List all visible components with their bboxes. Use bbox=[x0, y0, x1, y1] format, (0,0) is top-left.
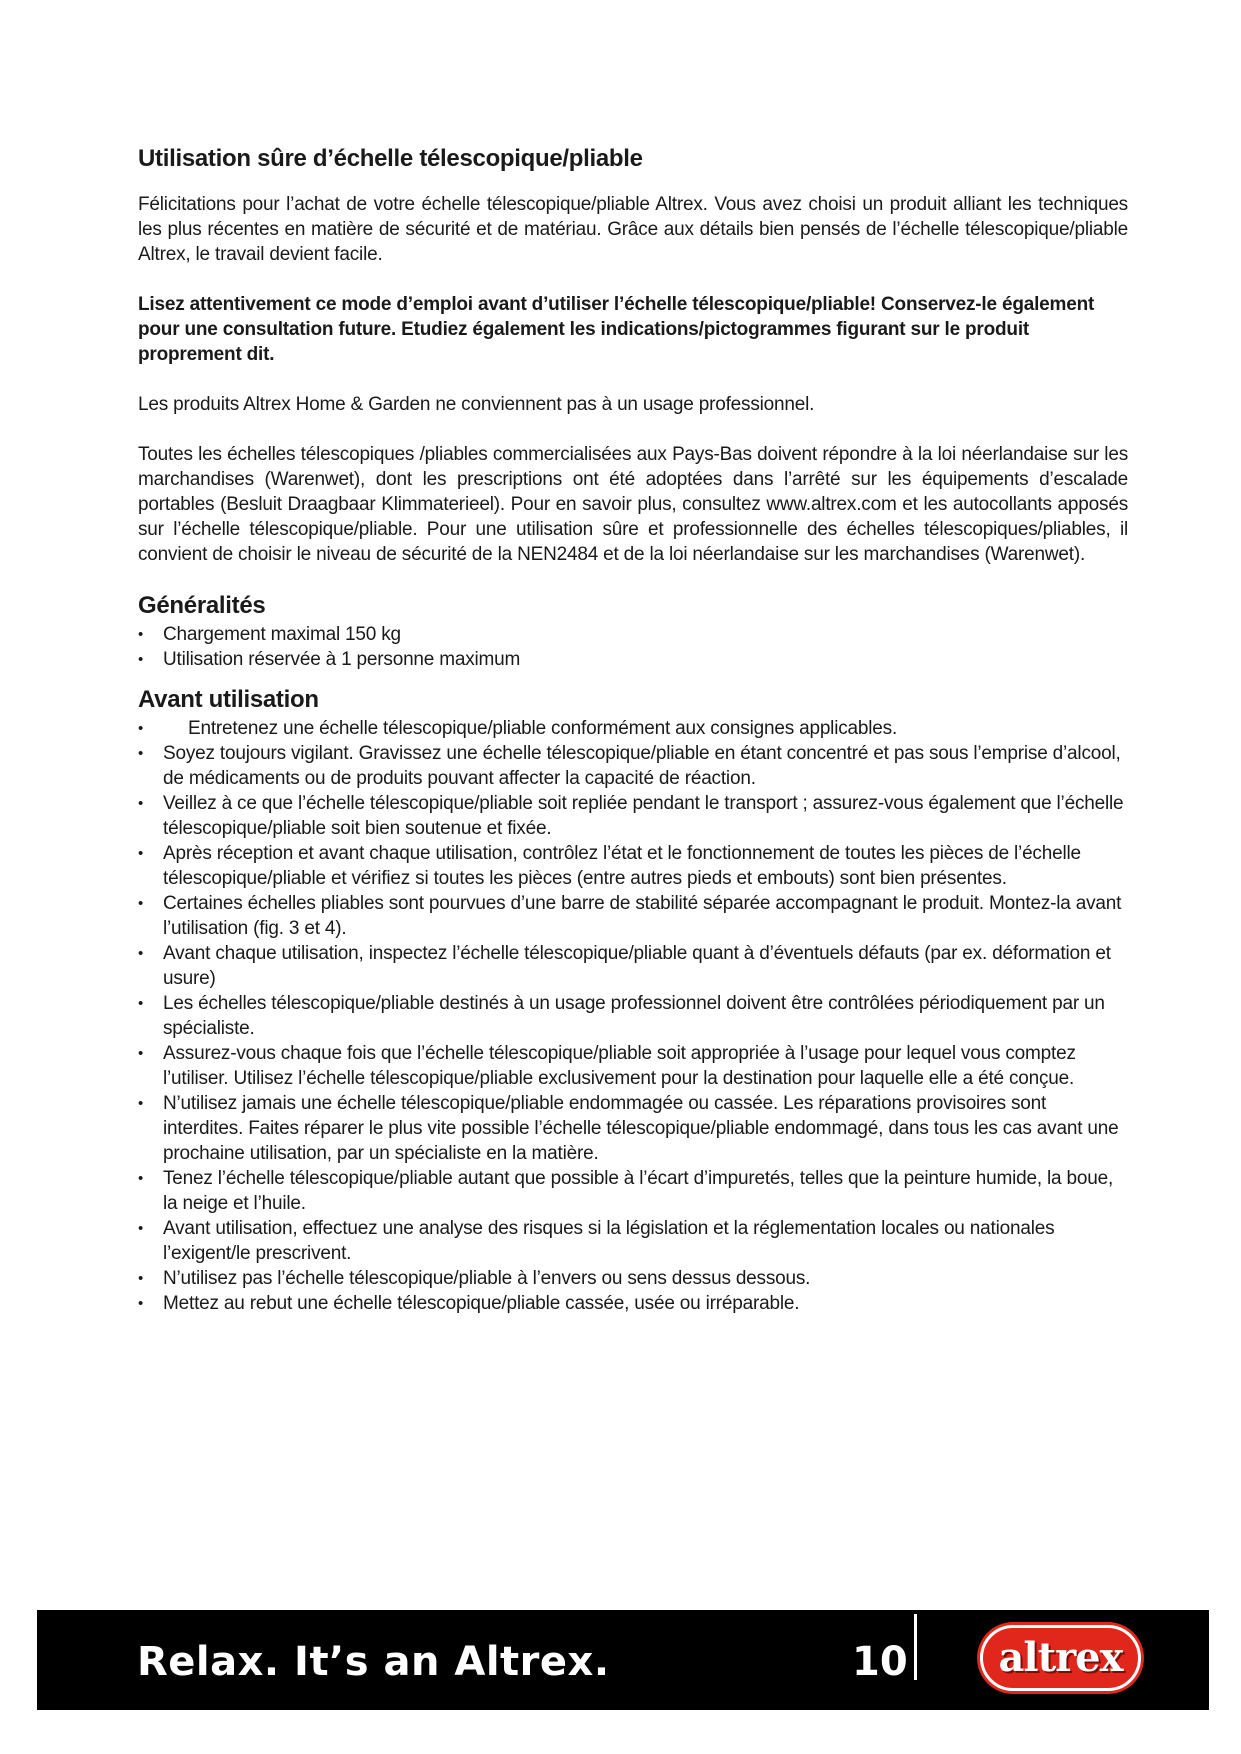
list-item: • Tenez l’échelle télescopique/pliable autant que possible à l’écart d’impuretés, telles que la peinture humide, la boue, la neige et l’huile. bbox=[138, 1166, 1128, 1216]
avant-utilisation-list bbox=[138, 716, 1128, 1316]
generalites-section bbox=[138, 592, 1128, 672]
footer-divider bbox=[914, 1614, 917, 1680]
page-number: 10 bbox=[852, 1639, 908, 1685]
list-item: • Après réception et avant chaque utilisation, contrôlez l’état et le fonctionnement de toutes les pièces de l’échelle télescopique/pliable et vérifiez si toutes les pièces (entre autres pieds et embouts) sont bien présentes. bbox=[138, 841, 1128, 891]
legal-paragraph: Toutes les échelles télescopiques /pliables commercialisées aux Pays-Bas doivent répondre à la loi néerlandaise sur les marchandises (Warenwet), dont les prescriptions ont été adoptées dans l’arrêté sur les équipements d’escalade portables (Besluit Draagbaar Klimmaterieel). Pour en savoir plus, consultez www.altrex.com et les autocollants apposés sur l’échelle télescopique/pliable. Pour une utilisation sûre et professionnelle des échelles télescopiques/pliables, il convient de choisir le niveau de sécurité de la NEN2484 et de la loi néerlandaise sur les marchandises (Warenwet). bbox=[138, 444, 1128, 565]
list-item: • N’utilisez jamais une échelle télescopique/pliable endommagée ou cassée. Les réparations provisoires sont interdites. Faites réparer le plus vite possible l’échelle télescopique/pliable endommagé, dans tous les cas avant une prochaine utilisation, par un spécialiste en la matière. bbox=[138, 1091, 1128, 1166]
list-item: • Assurez-vous chaque fois que l’échelle télescopique/pliable soit appropriée à l’usage pour lequel vous comptez l’utiliser. Utilisez l’échelle télescopique/pliable exclusivement pour la destination pour laquelle elle a été conçue. bbox=[138, 1041, 1128, 1091]
avant-utilisation-section bbox=[138, 686, 1128, 1316]
altrex-logo bbox=[980, 1625, 1141, 1691]
list-item: • Mettez au rebut une échelle télescopique/pliable cassée, usée ou irréparable. bbox=[138, 1291, 1128, 1316]
footer-slogan: Relax. It’s an Altrex. bbox=[137, 1639, 610, 1685]
list-item: • Avant chaque utilisation, inspectez l’échelle télescopique/pliable quant à d’éventuels défauts (par ex. déformation et usure) bbox=[138, 941, 1128, 991]
logo-text: altrex bbox=[998, 1634, 1123, 1681]
warning-paragraph: Lisez attentivement ce mode d’emploi avant d’utiliser l’échelle télescopique/pliable! Conservez-le également pour une consultation future. Etudiez également les indications/pictogrammes figurant sur le produit proprement dit. bbox=[138, 294, 1095, 365]
document-body bbox=[138, 144, 1128, 1316]
list-item: • Entretenez une échelle télescopique/pliable conformément aux consignes applicables. bbox=[138, 716, 1128, 741]
list-item: • Utilisation réservée à 1 personne maximum bbox=[138, 647, 1128, 672]
list-item: • Chargement maximal 150 kg bbox=[138, 622, 1128, 647]
avant-utilisation-heading: Avant utilisation bbox=[138, 686, 319, 713]
list-item: • Les échelles télescopique/pliable destinés à un usage professionnel doivent être contrôlées périodiquement par un spécialiste. bbox=[138, 991, 1128, 1041]
list-item: • Avant utilisation, effectuez une analyse des risques si la législation et la réglementation locales ou nationales l’exigent/le prescrivent. bbox=[138, 1216, 1128, 1266]
list-item: • N’utilisez pas l’échelle télescopique/pliable à l’envers ou sens dessus dessous. bbox=[138, 1266, 1128, 1291]
footer-bar bbox=[37, 1610, 1209, 1710]
generalites-list bbox=[138, 622, 1128, 672]
list-item: • Certaines échelles pliables sont pourvues d’une barre de stabilité séparée accompagnant le produit. Montez-la avant l’utilisation (fig. 3 et 4). bbox=[138, 891, 1128, 941]
generalites-heading: Généralités bbox=[138, 592, 266, 619]
intro-paragraph: Félicitations pour l’achat de votre échelle télescopique/pliable Altrex. Vous avez choisi un produit alliant les techniques les plus récentes en matière de sécurité et de matériau. Grâce aux détails bien pensés de l’échelle télescopique/pliable Altrex, le travail devient facile. bbox=[138, 194, 1128, 265]
list-item: • Soyez toujours vigilant. Gravissez une échelle télescopique/pliable en étant concentré et pas sous l’emprise d’alcool, de médicaments ou de produits pouvant affecter la capacité de réaction. bbox=[138, 741, 1128, 791]
list-item: • Veillez à ce que l’échelle télescopique/pliable soit repliée pendant le transport ; assurez-vous également que l’échelle télescopique/pliable soit bien soutenue et fixée. bbox=[138, 791, 1128, 841]
page-title: Utilisation sûre d’échelle télescopique/pliable bbox=[138, 145, 643, 172]
notice-paragraph: Les produits Altrex Home & Garden ne conviennent pas à un usage professionnel. bbox=[138, 394, 815, 415]
